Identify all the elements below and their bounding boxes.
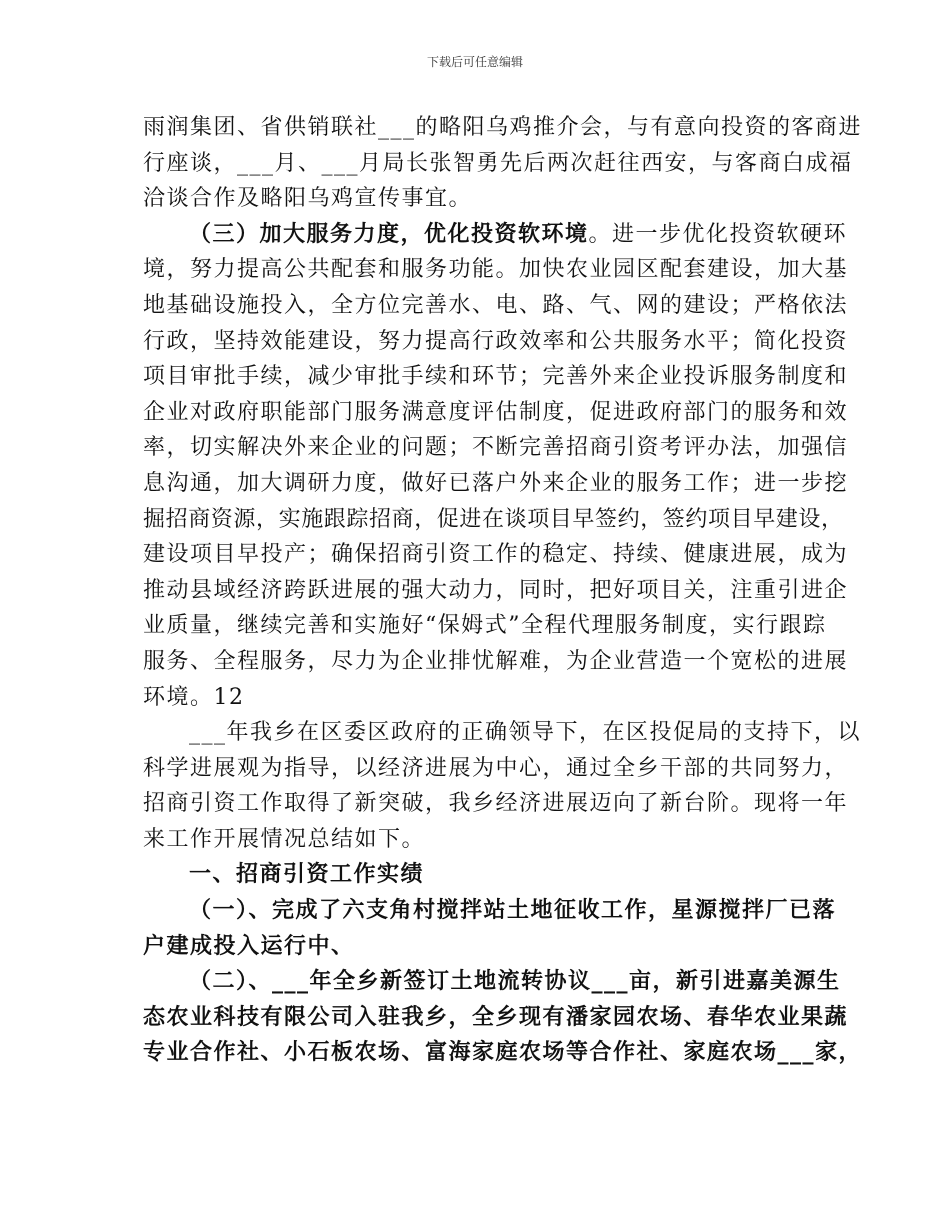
paragraph-2: [143, 217, 849, 715]
text-line: [143, 217, 848, 253]
text-line: 行座谈，___月、___月局长张智勇先后两次赶往西安，与客商白成福: [143, 150, 853, 176]
paragraph-3: [143, 715, 862, 857]
text-run: 。进一步优化投资软硬环: [588, 221, 848, 247]
text-line: 项目审批手续，减少审批手续和环节；完善外来企业投诉服务制度和: [143, 364, 849, 390]
text-line: 率，切实解决外来企业的问题；不断完善招商引资考评办法，加强信: [143, 435, 849, 461]
text-line: ___年我乡在区委区政府的正确领导下，在区投促局的支持下，以: [189, 720, 862, 746]
paragraph-4: [143, 893, 837, 964]
text-line: （一）、完成了六支角村搅拌站土地征收工作，星源搅拌厂已落: [189, 897, 837, 924]
text-line: 服务、全程服务，尽力为企业排忧解难，为企业营造一个宽松的进展: [143, 648, 849, 674]
text-line: 业质量，继续完善和实施好“保姆式”全程代理服务制度，实行跟踪: [143, 613, 827, 639]
paragraph-1: [143, 110, 863, 217]
text-line: 户建成投入运行中、: [143, 932, 355, 959]
text-line: 掘招商资源，实施跟踪招商，促进在谈项目早签约，签约项目早建设，: [143, 506, 844, 532]
text-line: 专业合作社、小石板农场、富海家庭农场等合作社、家庭农场___家，: [143, 1039, 863, 1066]
text-line: 科学进展观为指导，以经济进展为中心，通过全乡干部的共同努力，: [143, 755, 849, 781]
text-line: 息沟通，加大调研力度，做好已落户外来企业的服务工作；进一步挖: [143, 470, 849, 496]
text-line: 一、招商引资工作实绩: [189, 861, 425, 888]
section-heading: （三）加大服务力度，优化投资软环境: [189, 220, 589, 247]
text-line: 行政，坚持效能建设，努力提高行政效率和公共服务水平；简化投资: [143, 328, 849, 354]
text-line: 招商引资工作取得了新突破，我乡经济进展迈向了新台阶。现将一年: [143, 791, 849, 817]
text-line: 态农业科技有限公司入驻我乡，全乡现有潘家园农场、春华农业果蔬: [143, 1003, 849, 1030]
text-line: 地基础设施投入，全方位完善水、电、路、气、网的建设；严格依法: [143, 292, 849, 318]
text-line: 建设项目早投产；确保招商引资工作的稳定、持续、健康进展，成为: [143, 542, 849, 568]
text-line: 雨润集团、省供销联社___的略阳乌鸡推介会，与有意向投资的客商进: [143, 115, 863, 140]
paragraph-5: [143, 964, 863, 1071]
text-line: 环境。12: [143, 684, 245, 710]
text-line: （二）、___年全乡新签订土地流转协议___亩，新引进嘉美源生: [189, 968, 841, 995]
section-title: [143, 857, 823, 893]
document-body: [143, 110, 863, 1071]
text-line: 来工作开展情况总结如下。: [143, 826, 426, 852]
page-header: 下载后可任意编辑: [426, 55, 523, 69]
text-line: 推动县域经济跨跃进展的强大动力，同时，把好项目关，注重引进企: [143, 577, 849, 603]
text-line: 境，努力提高公共配套和服务功能。加快农业园区配套建设，加大基: [143, 257, 849, 283]
text-line: 企业对政府职能部门服务满意度评估制度，促进政府部门的服务和效: [143, 399, 849, 425]
text-line: 洽谈合作及略阳乌鸡宣传事宜。: [143, 186, 473, 212]
